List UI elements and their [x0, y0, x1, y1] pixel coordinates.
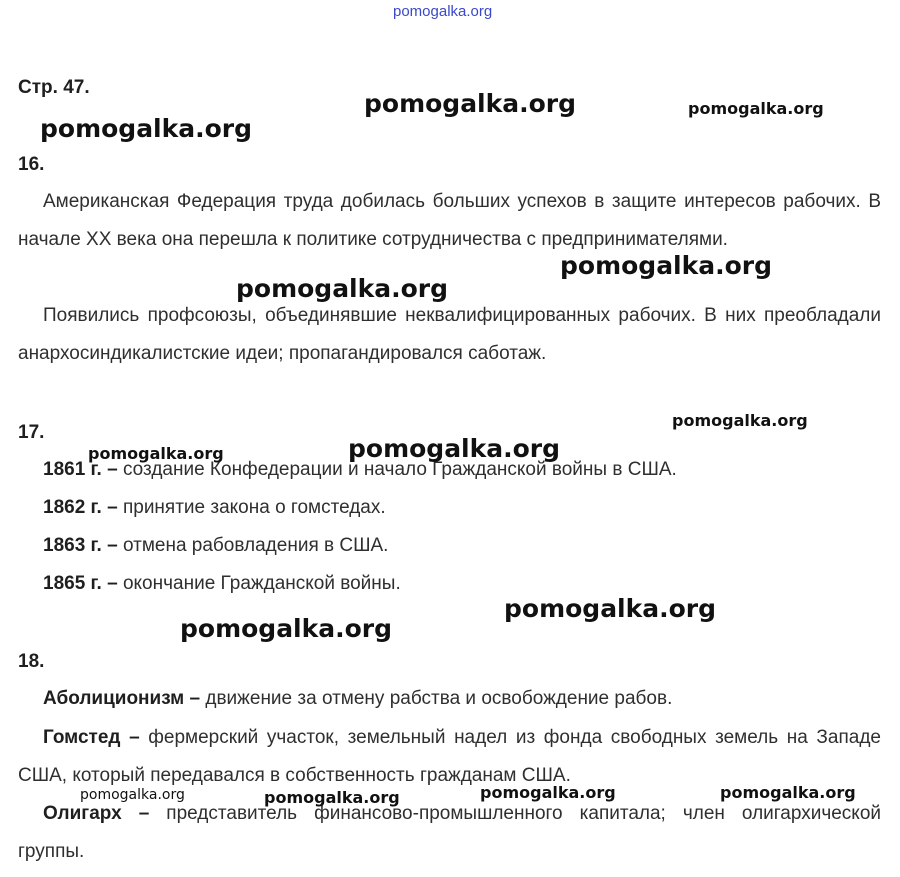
event-year: 1863 г. –: [43, 535, 118, 556]
watermark: pomogalka.org: [236, 274, 449, 303]
event-year: 1861 г. –: [43, 459, 118, 480]
term-word: Олигарх –: [43, 803, 150, 824]
section-16-paragraph-1-text: Американская Федерация труда добилась больших успехов в защите интересов рабочих. В начале XX века она перешла к политике сотрудничества с предпринимателями.: [18, 191, 881, 250]
watermark: pomogalka.org: [480, 783, 616, 802]
term-oligarch: [18, 795, 881, 871]
page-reference: Стр. 47.: [18, 77, 90, 98]
section-16-paragraph-1: [18, 183, 881, 259]
watermark: pomogalka.org: [180, 614, 393, 643]
watermark: pomogalka.org: [504, 594, 717, 623]
section-17-number: 17.: [18, 422, 45, 443]
event-text: принятие закона о гомстедах.: [117, 497, 386, 518]
term-abolitionism: [43, 688, 672, 710]
event-year: 1862 г. –: [43, 497, 118, 518]
event-year: 1865 г. –: [43, 573, 118, 594]
section-16-paragraph-2: [18, 297, 881, 373]
event-text: отмена рабовладения в США.: [117, 535, 389, 556]
watermark: pomogalka.org: [40, 114, 253, 143]
watermark: pomogalka.org: [80, 787, 185, 803]
event-1862: [43, 497, 386, 519]
event-text: создание Конфедерации и начало Гражданской войны в США.: [117, 459, 677, 480]
watermark: pomogalka.org: [720, 783, 856, 802]
event-text: окончание Гражданской войны.: [117, 573, 401, 594]
term-word: Аболиционизм –: [43, 688, 201, 709]
section-18-number: 18.: [18, 651, 45, 672]
watermark: pomogalka.org: [88, 444, 224, 463]
watermark: pomogalka.org: [672, 411, 808, 430]
site-link[interactable]: pomogalka.org: [393, 3, 493, 20]
section-16-paragraph-2-text: Появились профсоюзы, объединявшие неквалифицированных рабочих. В них преобладали анархосиндикалистские идеи; пропагандировался саботаж.: [18, 305, 881, 364]
watermark: pomogalka.org: [560, 251, 773, 280]
watermark: pomogalka.org: [688, 99, 824, 118]
watermark: pomogalka.org: [348, 434, 561, 463]
term-definition: движение за отмену рабства и освобождение рабов.: [200, 688, 673, 709]
term-definition: представитель финансово-промышленного капитала; член олигархической группы.: [18, 803, 881, 862]
watermark: pomogalka.org: [264, 788, 400, 807]
section-16-number: 16.: [18, 154, 45, 175]
watermark: pomogalka.org: [364, 89, 577, 118]
term-word: Гомстед –: [43, 727, 140, 748]
term-definition: фермерский участок, земельный надел из фонда свободных земель на Западе США, который передавался в собственность гражданам США.: [18, 727, 881, 786]
event-1863: [43, 535, 388, 557]
event-1865: [43, 573, 401, 595]
